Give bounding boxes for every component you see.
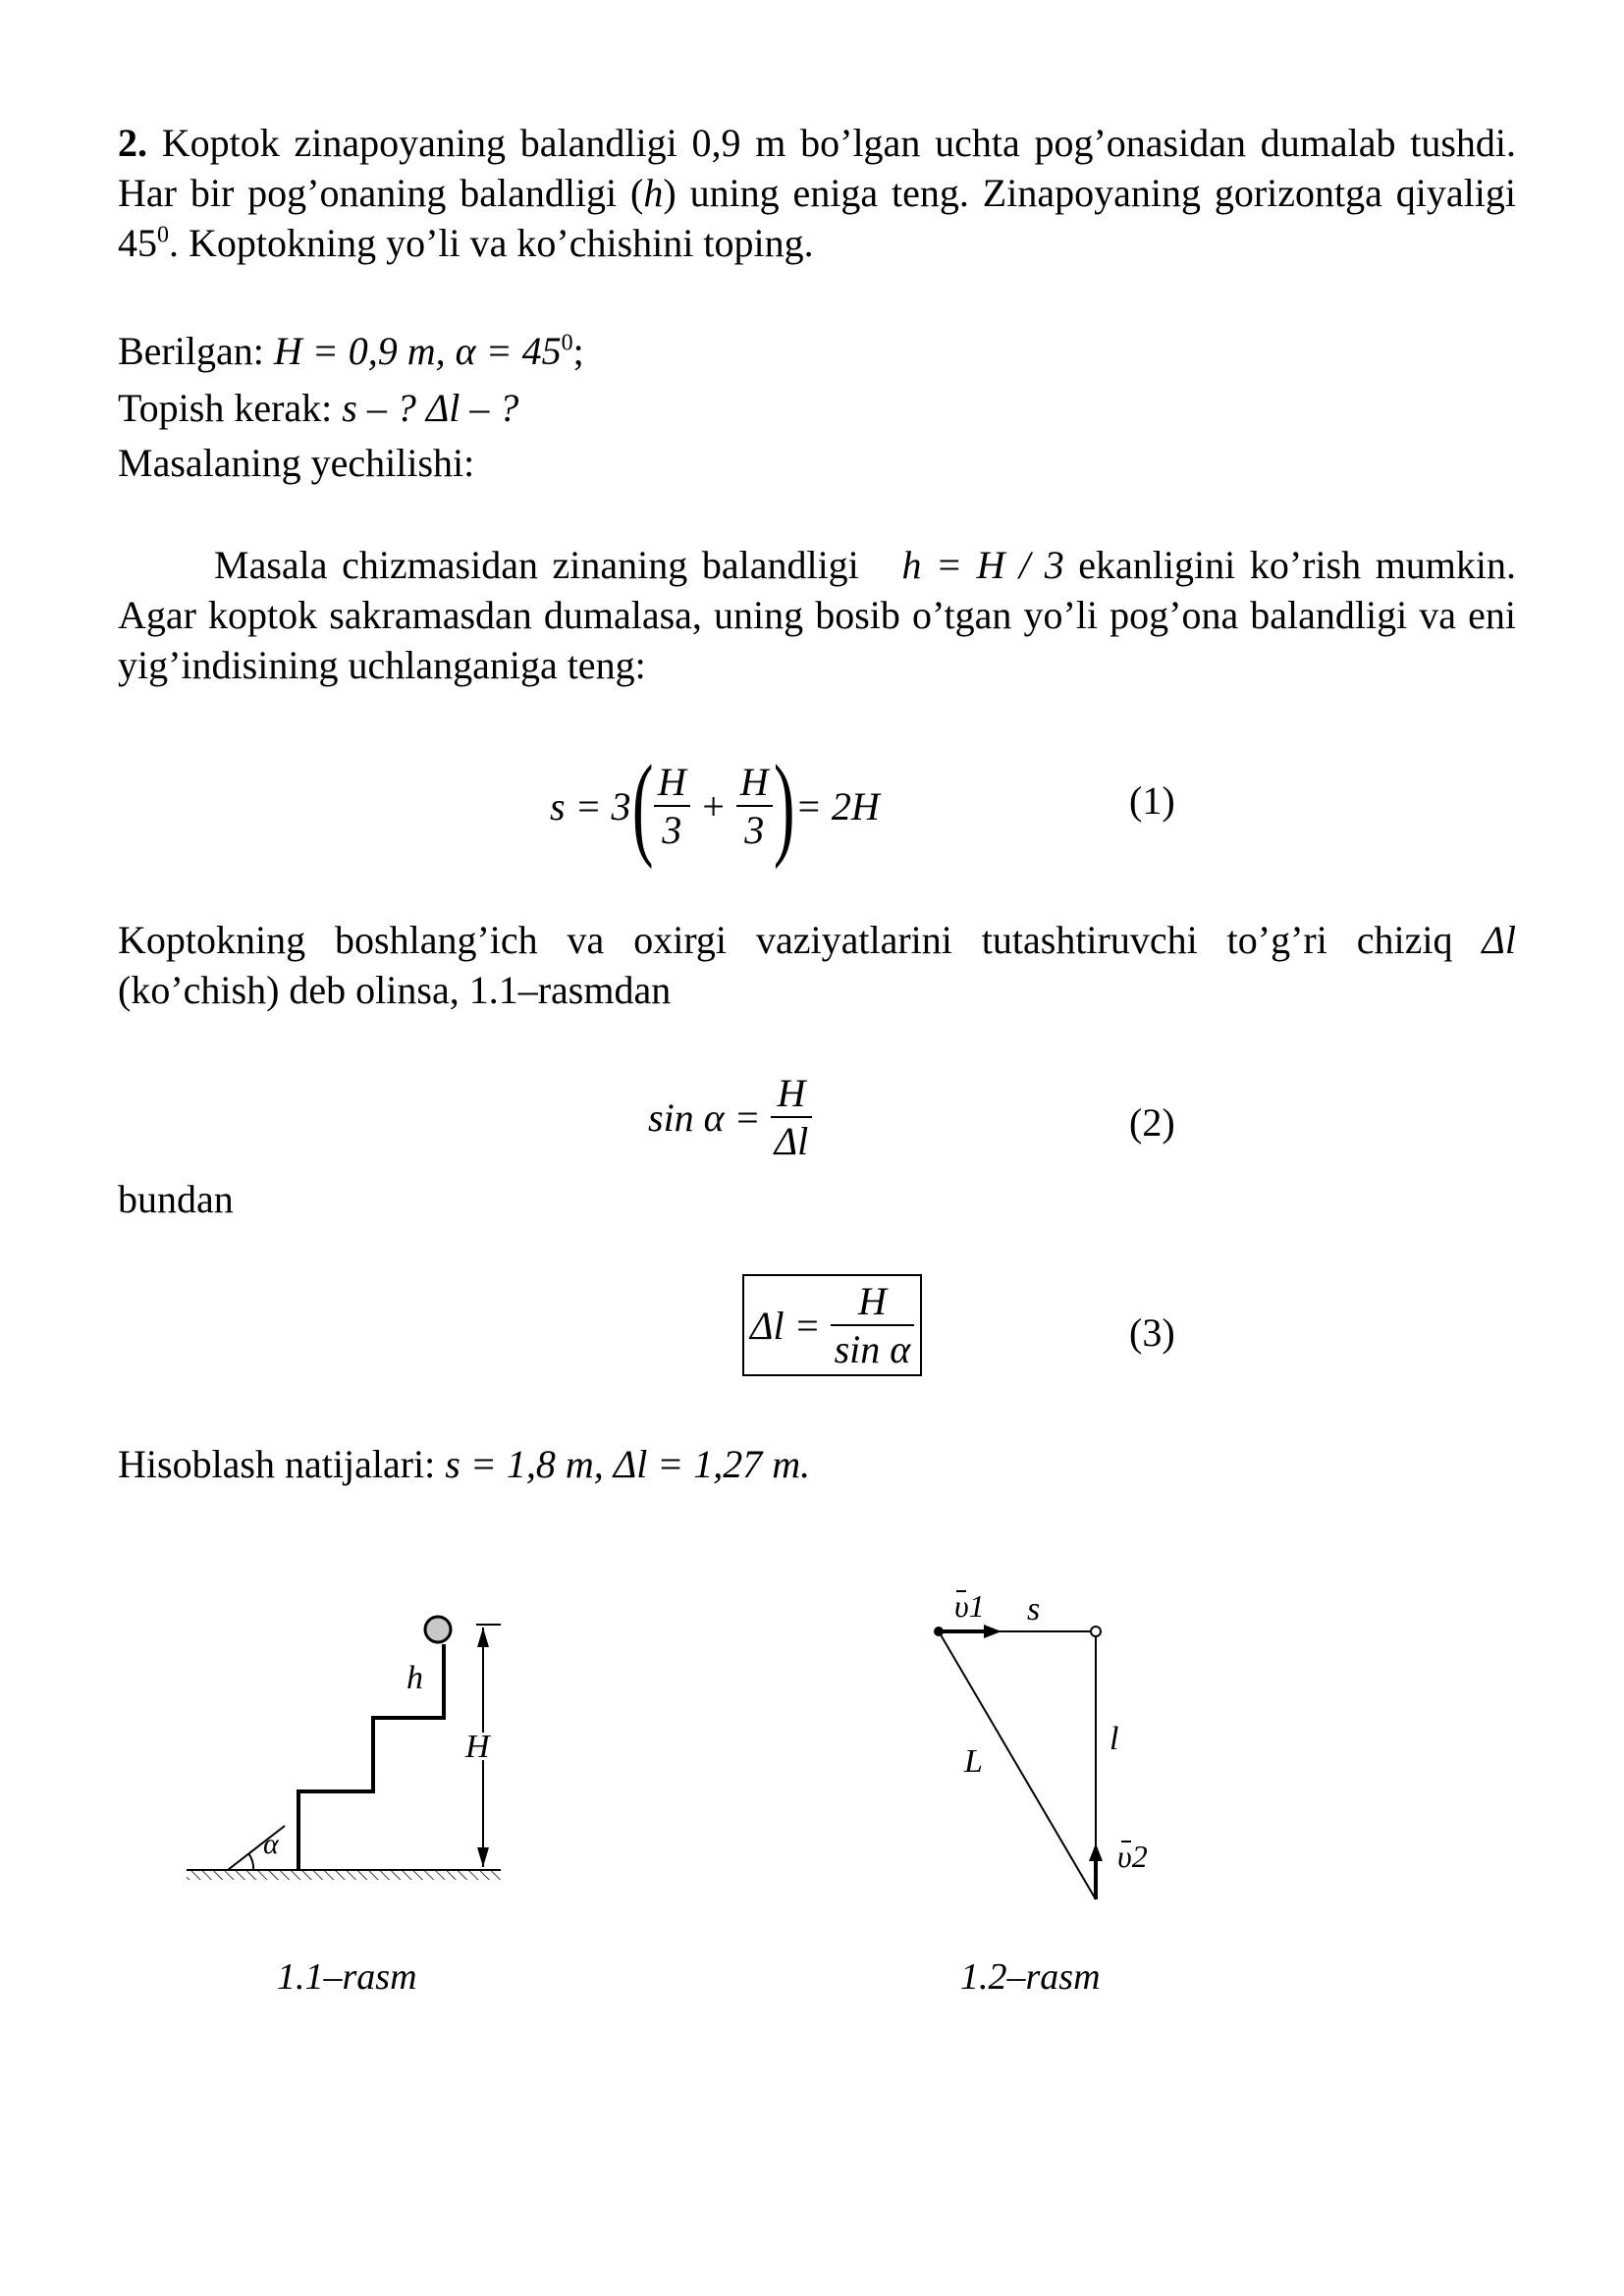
eq2-num: H [771,1070,813,1118]
equation-2 [648,1070,812,1164]
v2-arrowhead [1089,1843,1103,1861]
solution-title: Masalaning yechilishi: [118,441,475,485]
eq2-frac [771,1070,813,1164]
H-label: H [465,1729,490,1765]
eq1-den-1: 3 [662,808,682,852]
eq1-plus: + [699,783,727,828]
l-label: l [1110,1721,1119,1757]
problem-text: Koptok zinapoyaning balandligi 0,9 m bo’lgan uchta pog’onasidan dumalab tushdi. Har bir pog’onaning balandligi ( [118,121,1517,215]
find-expr: s – ? Δl – ? [342,386,519,430]
start-point [934,1627,944,1636]
paragraph-2-symbol: Δl [1482,918,1516,962]
L-line [939,1631,1096,1899]
given-expr: H = 0,9 m, α = 45 [273,329,562,373]
paragraph-2 [118,915,1516,1015]
eq3-lhs: Δl = [750,1303,821,1348]
figure-1-caption: 1.1–rasm [277,1956,417,1998]
eq1-right-paren: ) [773,741,795,870]
eq3-den: sin α [834,1327,911,1371]
eq1-number: (1) [1129,778,1175,823]
problem-number: 2. [118,121,147,165]
s-label: s [1027,1591,1041,1628]
v2-label: υ2 [1117,1839,1148,1874]
eq1-num-1: H [654,759,690,807]
eq3-num: H [831,1278,915,1326]
eq1-lhs: s = 3 [550,783,631,828]
degree-sup: 0 [157,222,169,248]
eq3-frac [831,1278,915,1372]
H-arrow-down [477,1847,489,1867]
find-line [118,383,518,433]
eq3-number: (3) [1129,1310,1175,1355]
v1-arrowhead [984,1625,1001,1638]
find-label: Topish kerak: [118,386,333,430]
problem-statement [118,118,1516,268]
eq1-num-2: H [736,759,773,807]
given-label: Berilgan: [118,329,264,373]
ball [425,1617,451,1642]
problem-text-2: ) uning eniga teng. Zinapoyaning gorizontga qiyaligi 45 [118,171,1516,265]
given-line [118,326,584,376]
results-label: Hisoblash natijalari: [118,1442,436,1486]
bundan-text: bundan [118,1177,234,1221]
paragraph-1 [118,540,1516,690]
angle-arc [248,1853,253,1870]
given-sup: 0 [561,330,573,356]
results-expr: s = 1,8 m, Δl = 1,27 m. [445,1442,811,1486]
h-symbol: h [643,171,664,215]
equation-1 [550,741,880,870]
L-label: L [964,1743,983,1780]
given-end: ; [572,329,584,373]
eq1-left-paren: ( [631,741,654,870]
figure-2-triangle [903,1571,1178,1904]
results-line [118,1439,810,1489]
paragraph-1-text-b: ekanligini ko’rish mumkin. Agar koptok sakramasdan dumalasa, uning bosib o’tgan yo’li pog’ona balandligi va eni yig’indisining uchlanganiga teng: [118,543,1517,687]
H-arrow-up [477,1628,489,1647]
alpha-label: α [263,1828,279,1860]
paragraph-2-text: Koptokning boshlang’ich va oxirgi vaziyatlarini tutashtiruvchi to’g’ri chiziq [118,918,1483,962]
eq1-frac-2 [736,759,773,853]
v1-label: υ1 [954,1588,985,1624]
paragraph-1-formula: h = H / 3 [901,543,1064,587]
eq2-number: (2) [1129,1100,1175,1145]
eq2-lhs: sin α = [648,1095,761,1140]
eq1-frac-1 [654,759,690,853]
paragraph-1-text-a: Masala chizmasidan zinaning balandligi [214,543,859,587]
eq1-den-2: 3 [744,808,765,852]
figure-1-staircase [177,1590,530,1904]
eq2-den: Δl [774,1119,809,1163]
h-label: h [406,1660,423,1696]
paragraph-2-text-2: (ko’chish) deb olinsa, 1.1–rasmdan [118,968,672,1012]
figure-2-caption: 1.2–rasm [960,1956,1101,1998]
eq1-rhs: = 2H [794,783,880,828]
corner-point [1091,1627,1101,1636]
problem-text-3: . Koptokning yo’li va ko’chishini toping. [169,221,814,265]
equation-3-box [742,1274,922,1376]
ground-hatch [187,1870,501,1880]
